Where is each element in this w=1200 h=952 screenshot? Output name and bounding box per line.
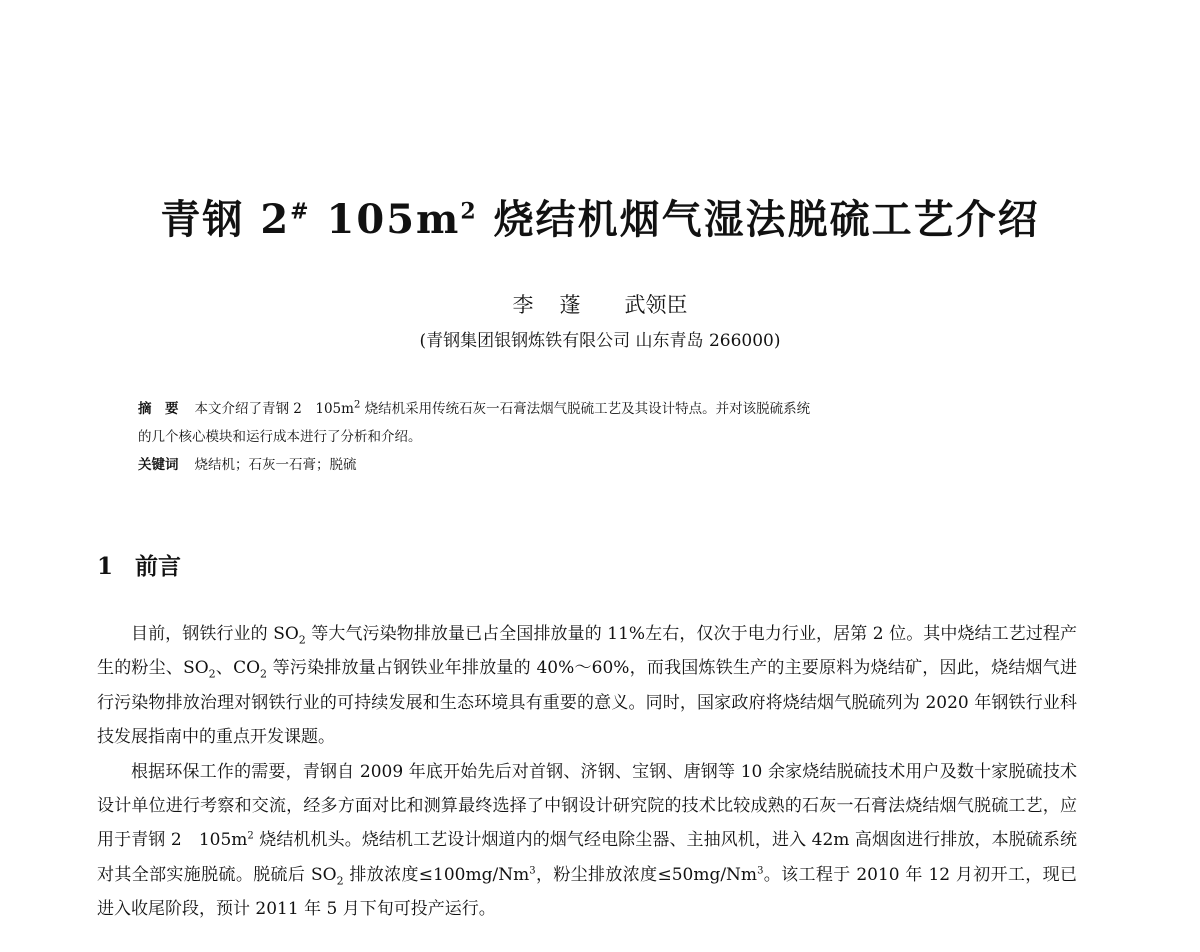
- abstract-block: [138, 395, 1058, 479]
- abstract-text-b: 烧结机采用传统石灰一石膏法烟气脱硫工艺及其设计特点。并对该脱硫系统: [364, 401, 811, 417]
- title-number: 2: [260, 196, 291, 243]
- p2-b: 烧结机机头。烧结机工艺设计烟道内的烟气经电除尘器、主抽风机，进入 42m 高烟囱进行排放，本脱硫系统对其全部实施脱硫。脱硫后 SO: [97, 830, 1077, 885]
- p2-d: ，粉尘排放浓度≤50mg/Nm: [535, 864, 758, 885]
- body-text: [97, 617, 1077, 927]
- abstract-text-c: 的几个核心模块和运行成本进行了分析和介绍。: [138, 429, 422, 445]
- p2-sub1: 2: [336, 874, 344, 888]
- paper-title: [0, 190, 1200, 250]
- title-number-sup: #: [290, 199, 311, 225]
- p2-sup3: 3: [757, 865, 764, 877]
- p1-c: 、CO: [215, 658, 261, 679]
- author-line: [0, 290, 1200, 320]
- p1-d: 等污染排放量占钢铁业年排放量的 40%～60%，而我国炼铁生产的主要原料为烧结矿，因此，烧结烟气进行污染物排放治理对钢铁行业的可持续发展和生态环境具有重要的意义。同时，国家政府将烧结烟气脱硫列为 2020 年钢铁行业科技发展指南中的重点开发课题。: [97, 658, 1077, 748]
- author-1-surname: 李: [512, 293, 534, 317]
- p1-a: 目前，钢铁行业的 SO: [131, 624, 299, 644]
- title-rest: 烧结机烟气湿法脱硫工艺介绍: [493, 197, 1040, 243]
- section-number: 1: [97, 553, 114, 580]
- keywords: 烧结机；石灰一石膏；脱硫: [194, 457, 357, 473]
- p1-b: 等大气污染物排放量已占全国排放量的 11%左右，仅次于电力行业，居第 2 位。其中烧结工艺过程产生的粉尘、SO: [97, 624, 1077, 679]
- section-heading: [97, 550, 181, 584]
- p1-sub1: 2: [298, 633, 306, 647]
- p1-sub3: 2: [260, 667, 268, 681]
- p2-sup1: 2: [247, 830, 254, 842]
- author-2: 武领臣: [624, 293, 688, 317]
- p2-a: 根据环保工作的需要，青钢自 2009 年底开始先后对首钢、济钢、宝钢、唐钢等 10 余家烧结脱硫技术用户及数十家脱硫技术设计单位进行考察和交流，经多方面对比和测算最终选择了中钢设计研究院的技术比较成熟的石灰一石膏法烧结烟气脱硫工艺，应用于青钢 2 105m: [97, 761, 1077, 851]
- title-prefix: 青钢: [160, 197, 245, 243]
- abstract-label: 摘 要: [138, 401, 179, 417]
- p1-sub2: 2: [208, 667, 216, 681]
- title-area: 105m: [326, 196, 461, 243]
- keywords-label: 关键词: [138, 457, 179, 473]
- author-1-given: 蓬: [559, 293, 581, 317]
- p2-sup2: 3: [529, 865, 536, 877]
- paragraph-1: [97, 617, 1077, 755]
- affiliation: (青钢集团银钢炼铁有限公司 山东青岛 266000): [419, 331, 781, 351]
- abstract-sup: 2: [353, 399, 361, 411]
- abstract-text-a: 本文介绍了青钢 2 105m: [194, 401, 354, 417]
- keywords-line: [138, 451, 1058, 479]
- section-title: 前言: [135, 554, 182, 580]
- abstract-text: [138, 395, 1058, 451]
- p2-e: 。该工程于 2010 年 12 月初开工，现已进入收尾阶段，预计 2011 年 5 月下旬可投产运行。: [97, 864, 1077, 920]
- paragraph-2: [97, 755, 1077, 927]
- p2-c: 排放浓度≤100mg/Nm: [343, 864, 530, 885]
- title-area-sup: 2: [460, 198, 478, 225]
